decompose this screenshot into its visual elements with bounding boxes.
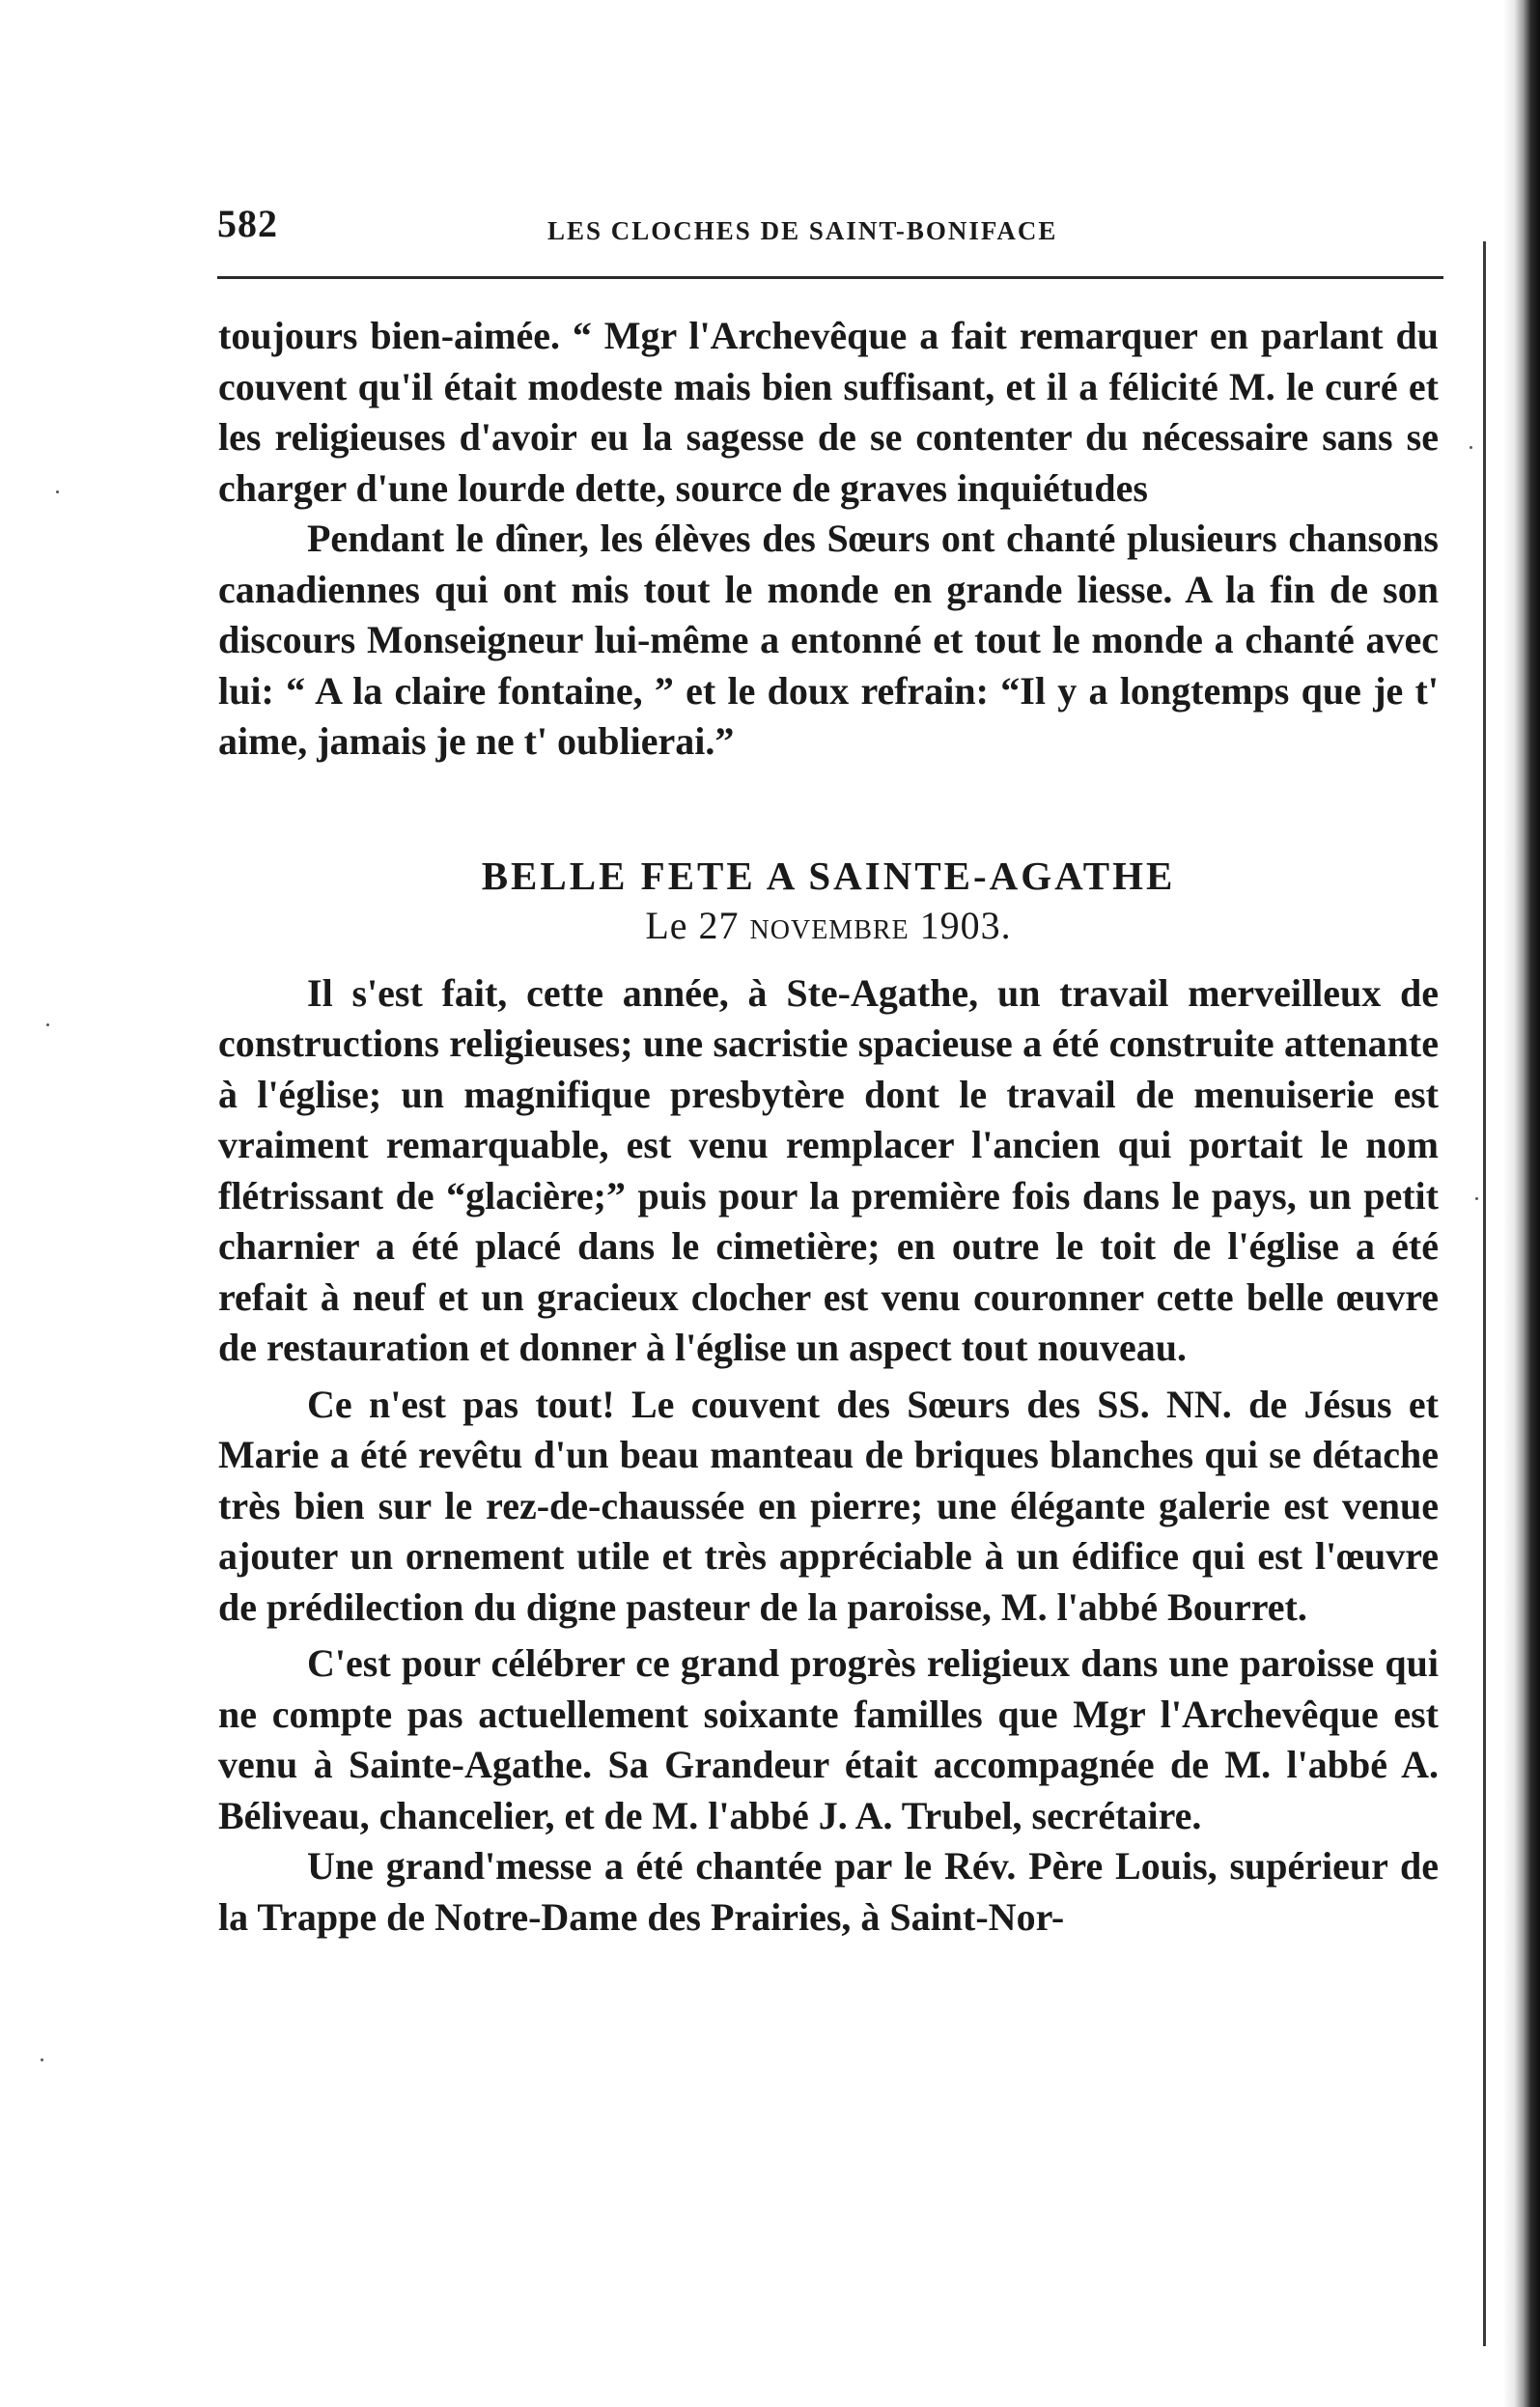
section-date-month: novembre — [749, 903, 910, 947]
paragraph-travail: Il s'est fait, cette année, à Ste-Agathe, un travail merveilleux de constructions religieuses; une sacristie spacieuse a été construite attenante à l'église; un magnifique presbytère dont le travail de menuiserie est vraiment remarquable, est venu remplacer l'ancien qui portait le nom flétrissant de “glacière;” puis pour la première fois dans le pays, un petit charnier a été placé dans le cimetière; en outre le toit de l'église a été refait à neuf et un gracieux clocher est venu couronner cette belle œuvre de restauration et donner à l'église un aspect tout nouveau. — [218, 970, 1439, 1369]
section-date-prefix: Le — [645, 903, 688, 947]
section-date — [218, 901, 1439, 951]
paragraph-celebrer: C'est pour célébrer ce grand progrès religieux dans une paroisse qui ne compte pas actuellement soixante familles que Mgr l'Archevêque est venu à Sainte-Agathe. Sa Grandeur était accompagnée de M. l'abbé A. Béliveau, chancelier, et de M. l'abbé J. A. Trubel, secrétaire. — [218, 1641, 1439, 1837]
scan-speck — [1475, 1197, 1478, 1200]
paragraph-grandmesse: Une grand'messe a été chantée par le Rév. Père Louis, supérieur de la Trappe de Notre-Dame des Prairies, à Saint-Nor- — [218, 1844, 1439, 1939]
body-text — [218, 311, 1439, 1943]
scan-speck — [41, 2058, 43, 2061]
section-date-day: 27 — [698, 903, 740, 947]
scan-speck — [1470, 446, 1472, 449]
section-date-year: 1903. — [919, 903, 1012, 947]
scan-edge-line — [1483, 241, 1486, 2346]
paragraph-diner: Pendant le dîner, les élèves des Sœurs ont chanté plusieurs chansons canadiennes qui ont mis tout le monde en grande liesse. A la fin de son discours Monseigneur lui-même a entonné et tout le monde a chanté avec lui: “ A la claire fontaine, ” et le doux refrain: “Il y a longtemps que je t' aime, jamais je ne t' oublierai.” — [218, 517, 1439, 763]
page-header — [217, 201, 1192, 259]
paragraph-continued: toujours bien-aimée. “ Mgr l'Archevêque a fait remarquer en parlant du couvent qu'il était modeste mais bien suffisant, et il a félicité M. le curé et les religieuses d'avoir eu la sagesse de se contenter du nécessaire sans se charger d'une lourde dette, source de graves inquiétudes — [218, 314, 1439, 510]
paragraph-couvent: Ce n'est pas tout! Le couvent des Sœurs des SS. NN. de Jésus et Marie a été revêtu d'un beau manteau de briques blanches qui se détache très bien sur le rez-de-chaussée en pierre; une élégante galerie est venue ajouter un ornement utile et très appréciable à un édifice qui est l'œuvre de prédilection du digne pasteur de la paroisse, M. l'abbé Bourret. — [218, 1382, 1439, 1629]
header-rule — [217, 276, 1443, 279]
page-number: 582 — [217, 202, 278, 245]
running-title: LES CLOCHES DE SAINT-BONIFACE — [547, 216, 1058, 245]
scan-speck — [56, 490, 59, 493]
scan-speck — [46, 1023, 49, 1026]
scan-edge-shadow — [1503, 0, 1540, 2407]
section-title: BELLE FETE A SAINTE-AGATHE — [481, 853, 1176, 898]
